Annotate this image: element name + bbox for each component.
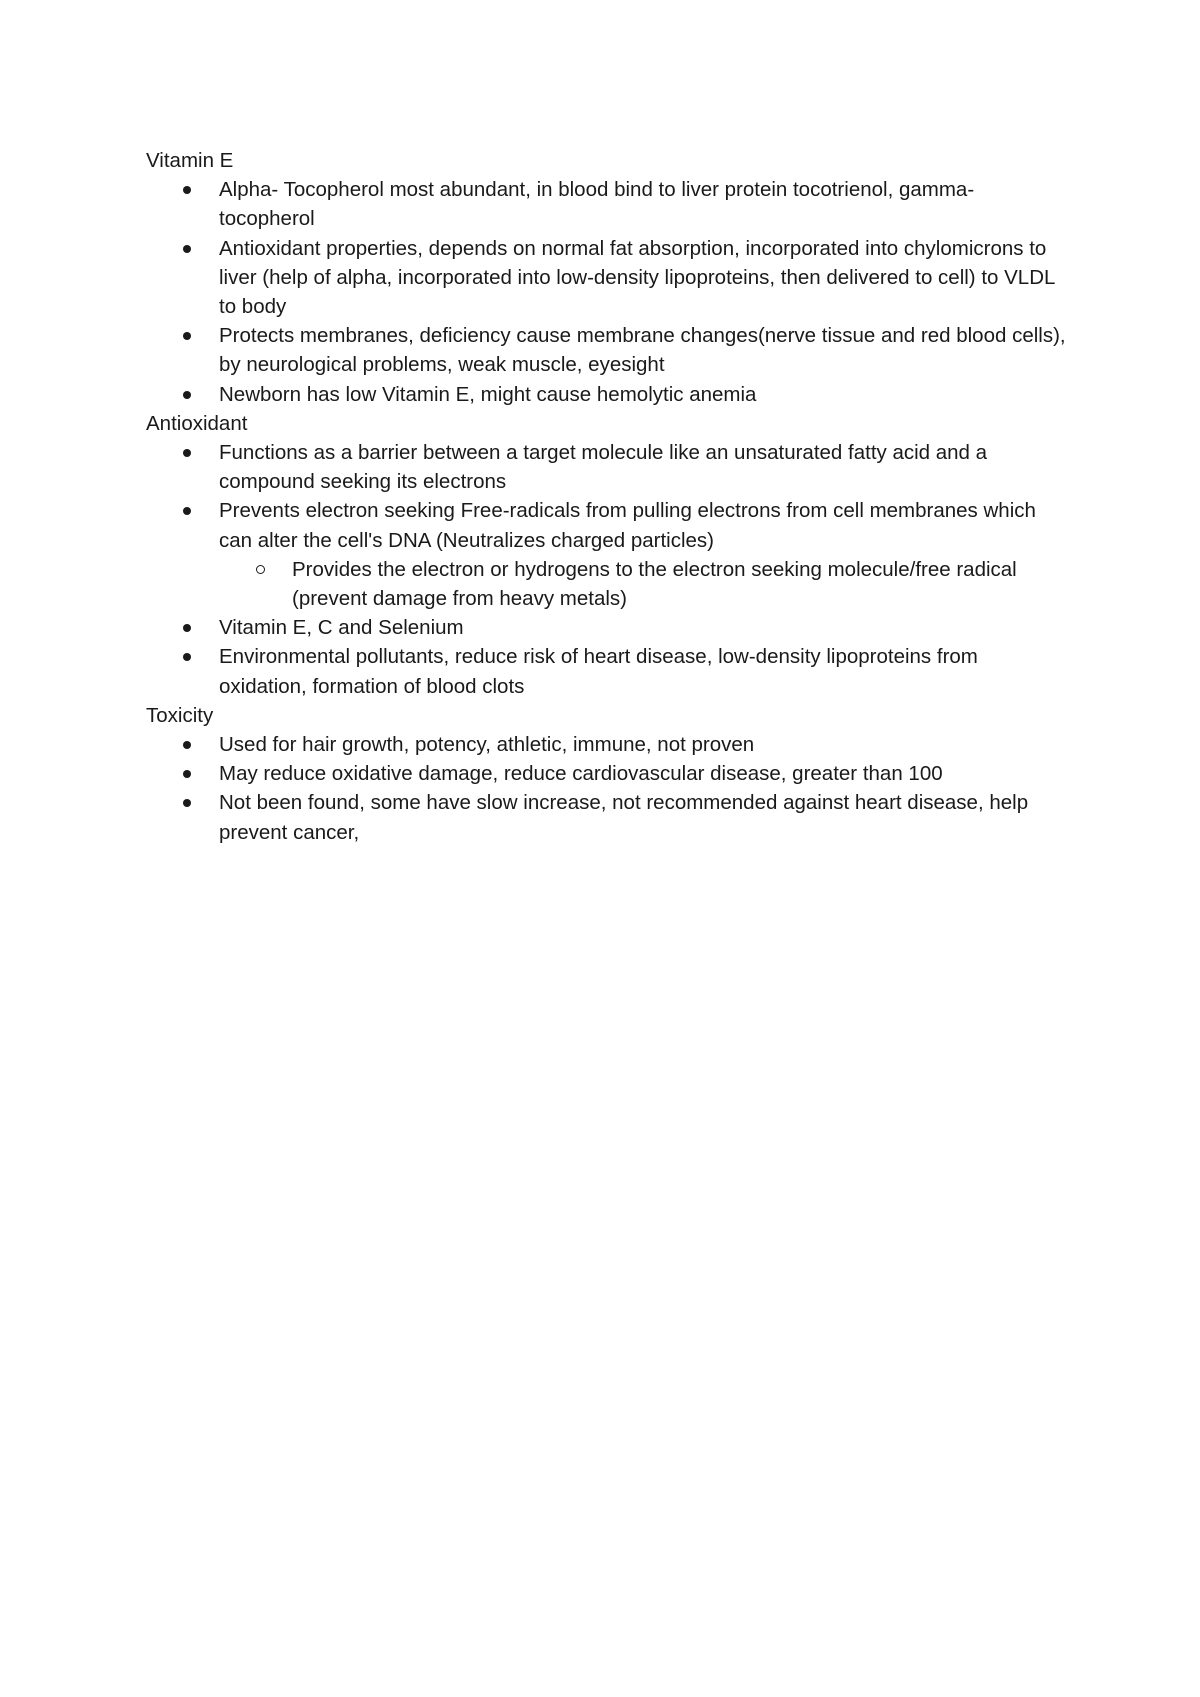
list-item — [219, 788, 1066, 846]
list-item-text: Used for hair growth, potency, athletic, immune, not proven — [219, 733, 755, 757]
list-item — [219, 613, 1066, 642]
bullet-disc-icon — [183, 507, 191, 515]
document-body — [146, 146, 1066, 847]
bullet-disc-icon — [183, 449, 191, 457]
list-item-text: May reduce oxidative damage, reduce cardiovascular disease, greater than 100 — [219, 762, 943, 786]
list-item — [219, 234, 1066, 322]
list-item-text: Alpha- Tocopherol most abundant, in blood bind to liver protein tocotrienol, gamma-tocopherol — [219, 178, 975, 231]
section-heading: Vitamin E — [146, 149, 234, 172]
bullet-list — [146, 175, 1066, 409]
section-toxicity — [146, 701, 1066, 847]
list-item-text: Environmental pollutants, reduce risk of heart disease, low-density lipoproteins from oxidation, formation of blood clots — [219, 645, 978, 698]
list-item-text: Not been found, some have slow increase, not recommended against heart disease, help prevent cancer, — [219, 791, 1029, 844]
list-item-text: Newborn has low Vitamin E, might cause hemolytic anemia — [219, 382, 757, 406]
list-item-text: Antioxidant properties, depends on normal fat absorption, incorporated into chylomicrons to liver (help of alpha, incorporated into low-density lipoproteins, then delivered to cell) to VLDL to body — [219, 236, 1055, 319]
bullet-disc-icon — [183, 624, 191, 632]
list-item — [219, 380, 1066, 409]
bullet-circle-icon — [256, 565, 265, 574]
bullet-disc-icon — [183, 245, 191, 253]
bullet-list — [146, 438, 1066, 701]
sub-list-item — [292, 555, 1066, 613]
section-heading: Antioxidant — [146, 411, 248, 435]
section-heading: Toxicity — [146, 703, 214, 727]
list-item — [219, 730, 1066, 759]
list-item — [219, 321, 1066, 379]
bullet-list — [146, 730, 1066, 847]
bullet-disc-icon — [183, 332, 191, 340]
sub-list-item-text: Provides the electron or hydrogens to the electron seeking molecule/free radical (prevent damage from heavy metals) — [292, 557, 1017, 611]
list-item — [219, 175, 1066, 233]
sub-bullet-list — [219, 555, 1066, 613]
list-item — [219, 496, 1066, 613]
section-vitamin-e — [146, 146, 1066, 409]
bullet-disc-icon — [183, 391, 191, 399]
list-item-text: Protects membranes, deficiency cause membrane changes(nerve tissue and red blood cells), by neurological problems, weak muscle, eyesight — [219, 324, 1066, 377]
bullet-disc-icon — [183, 770, 191, 778]
bullet-disc-icon — [183, 799, 191, 807]
list-item — [219, 438, 1066, 496]
section-antioxidant — [146, 409, 1066, 701]
list-item-text: Vitamin E, C and Selenium — [219, 616, 464, 640]
bullet-disc-icon — [183, 653, 191, 661]
list-item-text: Prevents electron seeking Free-radicals from pulling electrons from cell membranes which can alter the cell's DNA (Neutralizes charged particles) — [219, 499, 1036, 552]
bullet-disc-icon — [183, 186, 191, 194]
list-item — [219, 642, 1066, 700]
bullet-disc-icon — [183, 741, 191, 749]
list-item-text: Functions as a barrier between a target molecule like an unsaturated fatty acid and a compound seeking its electrons — [219, 441, 988, 494]
list-item — [219, 759, 1066, 788]
